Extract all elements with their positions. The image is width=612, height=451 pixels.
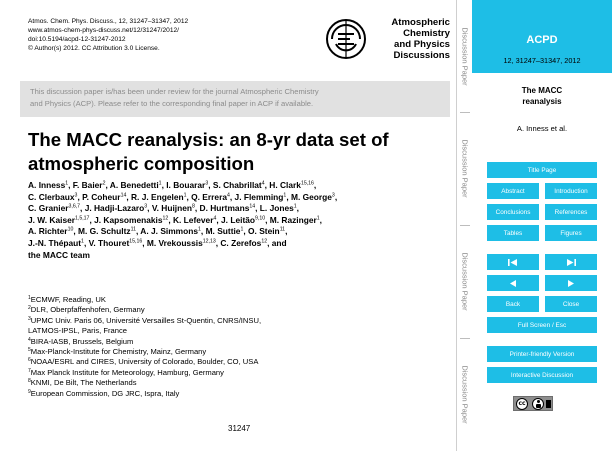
author-affiliation-ref: 1 [198, 226, 201, 233]
author-name: , I. Bouarar [161, 180, 206, 190]
affiliation-text: NOAA/ESRL and CIRES, University of Colorado, Boulder, CO, USA [30, 357, 259, 367]
attribution-mark [532, 398, 544, 410]
notice-line-1: This discussion paper is/has been under review for the journal Atmospheric Chemistry [30, 87, 319, 96]
author-name: , M. Razinger [265, 214, 317, 225]
logo-line-2: Chemistry [403, 28, 450, 39]
author-line [28, 215, 452, 227]
author-affiliation-ref: 12 [162, 215, 169, 222]
author-affiliation-ref: 1 [293, 203, 297, 210]
license-line: © Author(s) 2012. CC Attribution 3.0 License. [28, 45, 160, 52]
last-page-button[interactable] [545, 254, 597, 270]
affiliation-number: 8 [28, 378, 31, 385]
affiliation-text: DLR, Oberpfaffenhofen, Germany [30, 305, 145, 315]
next-page-button[interactable] [545, 275, 597, 291]
author-name: , J. Hadji-Lazaro [80, 203, 145, 214]
author-affiliation-ref: 3,6,7 [68, 203, 81, 210]
author-name: the MACC team [28, 249, 90, 260]
author-affiliation-ref: 15,16 [300, 180, 314, 187]
abstract-button[interactable]: Abstract [487, 183, 539, 199]
author-name: J.-N. Thépaut [28, 237, 82, 248]
author-name: , K. Lefever [168, 214, 214, 225]
author-affiliation-ref: 4 [227, 192, 230, 198]
author-name: J. W. Kaiser [28, 214, 76, 225]
paper-doi[interactable]: doi:10.5194/acpd-12-31247-2012 [28, 36, 126, 43]
affiliation-item [28, 378, 261, 388]
author-name: , D. Hurtmans [194, 203, 250, 214]
author-affiliation-ref: 11 [279, 226, 286, 233]
author-affiliation-ref: 3 [74, 192, 78, 198]
citation-line: Atmos. Chem. Phys. Discuss., 12, 31247–31347, 2012 [28, 18, 189, 25]
affiliation-item [28, 389, 261, 399]
author-name: , and [267, 237, 287, 248]
sidebar-title-line-1: The MACC [521, 86, 563, 95]
author-name: , J. Flemming [229, 191, 284, 202]
affiliation-number: 3 [28, 315, 31, 322]
title-page-button[interactable]: Title Page [487, 162, 597, 178]
page-number: 31247 [228, 424, 251, 433]
author-affiliation-ref: 3 [205, 180, 209, 187]
figures-button[interactable]: Figures [545, 225, 597, 241]
affiliation-text: BIRA-IASB, Brussels, Belgium [30, 336, 134, 346]
author-name: , O. Stein [243, 226, 280, 237]
affiliation-number: 9 [28, 388, 31, 395]
conclusions-button[interactable]: Conclusions [487, 204, 539, 220]
author-name: , C. Zerefos [215, 237, 262, 248]
skip-to-start-icon [508, 259, 518, 266]
paper-url[interactable]: www.atmos-chem-phys-discuss.net/12/31247/2012/ [28, 27, 179, 34]
arrow-right-icon [567, 280, 575, 287]
title-line-2: atmospheric composition [28, 152, 255, 174]
affiliation-number: 4 [28, 336, 31, 343]
cc-mark: cc [516, 398, 528, 410]
affiliation-number: 1 [28, 295, 31, 301]
author-affiliation-ref: 4 [213, 215, 217, 222]
affiliation-text: UPMC Univ. Paris 06, Université Versailles St-Quentin, CNRS/INSU, [30, 315, 262, 325]
author-affiliation-ref: 2 [102, 180, 106, 187]
author-affiliation-ref: 1 [183, 192, 187, 198]
affiliation-number: 7 [28, 367, 31, 374]
strip-label-2 [457, 112, 473, 225]
author-name: C. Granier [28, 203, 69, 214]
author-name: , A. J. Simmons [135, 226, 199, 237]
author-name: A. Richter [28, 226, 68, 237]
author-name: , Q. Errera [186, 191, 227, 202]
author-affiliation-ref: 9,10 [255, 215, 266, 222]
author-name: , [296, 203, 299, 214]
author-name: , F. Baier [68, 180, 103, 190]
affiliation-text: European Commission, DG JRC, Ispra, Italy [30, 388, 180, 398]
affiliation-item [28, 305, 261, 315]
affiliation-item [28, 316, 261, 326]
author-line [28, 226, 452, 238]
author-name: , J. Kapsomenakis [89, 214, 163, 225]
review-notice [20, 81, 450, 117]
author-affiliation-ref: 14 [249, 203, 256, 210]
author-name: , J. Leitão [216, 214, 256, 225]
affiliation-number: 6 [28, 357, 31, 364]
printer-friendly-button[interactable]: Printer-friendly Version [487, 346, 597, 362]
author-name: , M. George [286, 191, 332, 202]
author-affiliation-ref: 15,16 [129, 238, 143, 245]
journal-name: ACPD [526, 34, 558, 46]
strip-label-4 [457, 338, 473, 451]
affiliation-item [28, 347, 261, 357]
affiliation-text: Max Planck Institute for Meteorology, Hamburg, Germany [30, 367, 224, 377]
author-name: , [313, 180, 317, 190]
author-affiliation-ref: 11 [130, 226, 136, 233]
introduction-button[interactable]: Introduction [545, 183, 597, 199]
first-page-button[interactable] [487, 254, 539, 270]
author-line [28, 192, 452, 204]
tables-button[interactable]: Tables [487, 225, 539, 241]
author-affiliation-ref: 1 [158, 180, 162, 187]
author-affiliation-ref: 1 [65, 180, 69, 187]
creative-commons-by-icon[interactable] [513, 396, 553, 411]
author-name: A. Inness [28, 180, 66, 190]
author-affiliation-ref: 1 [240, 226, 244, 233]
affiliation-number: 2 [28, 305, 31, 312]
author-line [28, 250, 452, 262]
references-button[interactable]: References [545, 204, 597, 220]
strip-text: Discussion Paper [460, 365, 470, 424]
interactive-discussion-button[interactable]: Interactive Discussion [487, 367, 597, 383]
strip-text: Discussion Paper [460, 252, 470, 311]
author-name: , L. Jones [255, 203, 294, 214]
affiliation-item [28, 326, 261, 336]
author-name: , M. G. Schultz [73, 226, 131, 237]
logo-line-4: Discussions [393, 50, 450, 61]
discussion-paper-strip [456, 0, 472, 451]
affiliation-number: 5 [28, 347, 31, 354]
author-name: , R. J. Engelen [126, 191, 184, 202]
author-name: , H. Clark [264, 180, 301, 190]
author-name: , V. Thouret [83, 237, 130, 248]
journal-logo [324, 17, 456, 67]
author-affiliation-ref: 1,5,17 [75, 215, 90, 222]
author-list [28, 180, 452, 261]
notice-line-2: and Physics (ACP). Please refer to the corresponding final paper in ACP if available. [30, 99, 314, 108]
arrow-left-icon [509, 280, 517, 287]
back-button[interactable]: Back [487, 296, 539, 312]
author-affiliation-ref: 1 [316, 215, 320, 222]
author-affiliation-ref: 12 [261, 238, 268, 245]
close-button[interactable]: Close [545, 296, 597, 312]
strip-text: Discussion Paper [460, 139, 470, 198]
affiliation-text: LATMOS-IPSL, Paris, France [28, 326, 128, 336]
author-name: , M. Vrekoussis [142, 237, 203, 248]
affiliation-text: KNMI, De Bilt, The Netherlands [30, 378, 137, 388]
author-name: , S. Chabrillat [208, 180, 262, 190]
logo-line-3: and Physics [394, 39, 450, 50]
affiliation-text: ECMWF, Reading, UK [30, 295, 106, 304]
author-line [28, 238, 452, 250]
author-affiliation-ref: 3 [331, 192, 335, 198]
sidebar-title [472, 86, 612, 107]
affiliation-item [28, 337, 261, 347]
author-affiliation-ref: 4 [261, 180, 265, 187]
affiliation-item [28, 357, 261, 367]
sidebar-authors: A. Inness et al. [516, 124, 568, 133]
strip-text: Discussion Paper [460, 26, 470, 86]
sidebar-title-line-2: reanalysis [522, 96, 562, 106]
paper-title [28, 128, 389, 175]
author-line [28, 180, 452, 192]
author-name: , V. Huijnen [147, 203, 193, 214]
author-name: , M. Suttie [200, 226, 241, 237]
author-affiliation-ref: 8 [192, 203, 195, 210]
full-screen-button[interactable]: Full Screen / Esc [487, 317, 597, 333]
author-name: , [285, 226, 288, 237]
journal-reference: 12, 31247–31347, 2012 [503, 56, 581, 65]
author-affiliation-ref: 1 [283, 192, 287, 198]
author-name: , P. Coheur [77, 191, 121, 202]
author-affiliation-ref: 10 [67, 226, 74, 233]
author-name: , [334, 191, 338, 202]
author-affiliation-ref: 3 [144, 203, 148, 210]
strip-label-3 [457, 225, 473, 338]
title-line-1: The MACC reanalysis: an 8-yr data set of [28, 129, 389, 150]
affiliation-list [28, 295, 261, 399]
author-name: , [319, 214, 322, 225]
author-name: C. Clerbaux [28, 191, 75, 202]
affiliation-text: Max-Planck-Institute for Chemistry, Mainz, Germany [30, 347, 207, 357]
previous-page-button[interactable] [487, 275, 539, 291]
skip-to-end-icon [566, 259, 576, 266]
author-affiliation-ref: 14 [120, 192, 127, 198]
affiliation-item [28, 368, 261, 378]
author-line [28, 203, 452, 215]
strip-label-1 [457, 0, 473, 112]
badge-bar [546, 400, 551, 408]
author-name: , A. Benedetti [105, 180, 159, 190]
author-affiliation-ref: 1 [81, 238, 84, 245]
egu-logo-icon [324, 17, 368, 61]
sidebar-header [472, 0, 612, 73]
logo-line-1: Atmospheric [391, 17, 450, 28]
affiliation-item [28, 295, 261, 305]
author-affiliation-ref: 12,13 [202, 238, 216, 245]
